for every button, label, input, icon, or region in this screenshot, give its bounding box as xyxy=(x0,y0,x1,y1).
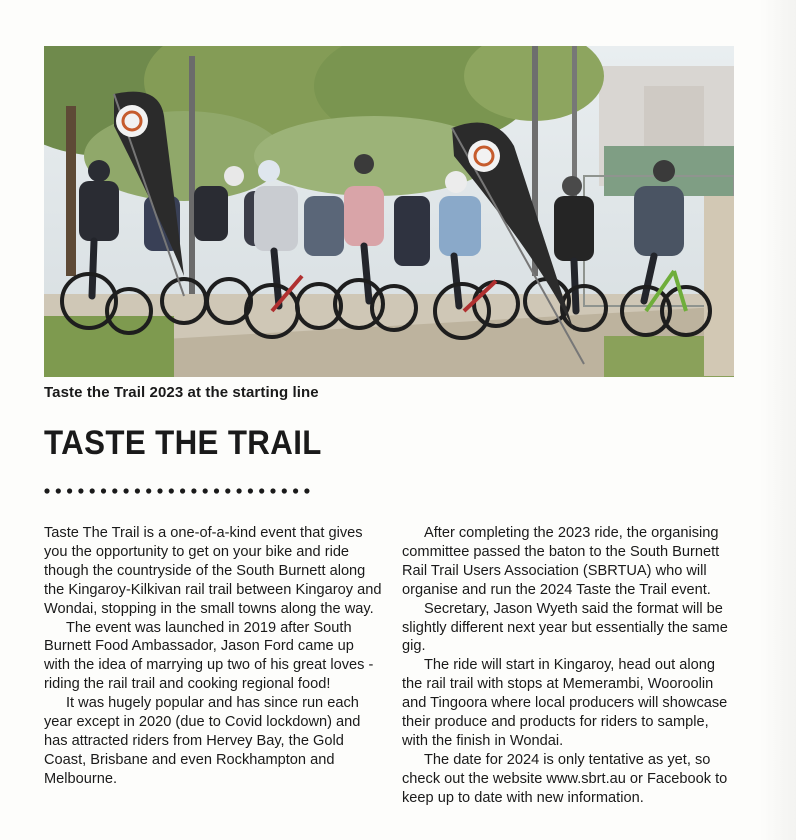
divider-dot xyxy=(270,488,275,493)
divider-dot xyxy=(237,488,242,493)
divider-dot xyxy=(203,488,208,493)
divider-dot xyxy=(180,488,185,493)
divider-dot xyxy=(67,488,72,493)
divider-dot xyxy=(157,488,162,493)
divider-dot xyxy=(248,488,253,493)
divider-dot xyxy=(44,488,49,493)
photo-caption: Taste the Trail 2023 at the starting line xyxy=(44,384,319,401)
divider-dot xyxy=(304,488,309,493)
paragraph: Secretary, Jason Wyeth said the format will be slightly different next year but essentially the same gig. xyxy=(402,600,728,655)
divider-dot xyxy=(293,488,298,493)
divider-dot xyxy=(101,488,106,493)
divider-dot xyxy=(169,488,174,493)
divider-dot xyxy=(90,488,95,493)
paragraph: The ride will start in Kingaroy, head out along the rail trail with stops at Memerambi, Wooroolin and Tingoora where local producers will showcase their produce and products for riders to sample, with the finish in Wondai. xyxy=(402,657,728,749)
dotted-divider xyxy=(44,483,324,501)
article-headline: TASTE THE TRAIL xyxy=(44,424,322,462)
divider-dot xyxy=(146,488,151,493)
event-photo xyxy=(44,46,734,377)
paragraph: After completing the 2023 ride, the organising committee passed the baton to the South Burnett Rail Trail Users Association (SBRTUA) who will organise and run the 2024 Taste the Trail event. xyxy=(402,525,720,598)
divider-dot xyxy=(214,488,219,493)
divider-dot xyxy=(78,488,83,493)
divider-dot xyxy=(112,488,117,493)
divider-dot xyxy=(282,488,287,493)
divider-dot xyxy=(191,488,196,493)
event-photo-illustration xyxy=(44,46,734,377)
divider-dot xyxy=(135,488,140,493)
paragraph: It was hugely popular and has since run each year except in 2020 (due to Covid lockdown) and has attracted riders from Hervey Bay, the Gold Coast, Brisbane and even Rockhampton and Melbourne. xyxy=(44,695,361,787)
article-column-left xyxy=(44,524,382,789)
paragraph: Taste The Trail is a one-of-a-kind event that gives you the opportunity to get on your bike and ride though the countryside of the South Burnett along the Kingaroy-Kilkivan rail trail between Kingaroy and Wondai, stopping in the small towns along the way. xyxy=(44,525,382,617)
page-edge xyxy=(760,0,796,840)
paragraph: The event was launched in 2019 after South Burnett Food Ambassador, Jason Ford came up with the idea of marrying up two of his great loves - riding the rail trail and cooking regional food! xyxy=(44,619,374,693)
divider-dot xyxy=(56,488,61,493)
divider-dot xyxy=(259,488,264,493)
divider-dot xyxy=(124,488,129,493)
article-column-right xyxy=(402,524,736,808)
paragraph: The date for 2024 is only tentative as yet, so check out the website www.sbrt.au or Facebook to keep up to date with new information. xyxy=(402,751,728,806)
divider-dot xyxy=(225,488,230,493)
